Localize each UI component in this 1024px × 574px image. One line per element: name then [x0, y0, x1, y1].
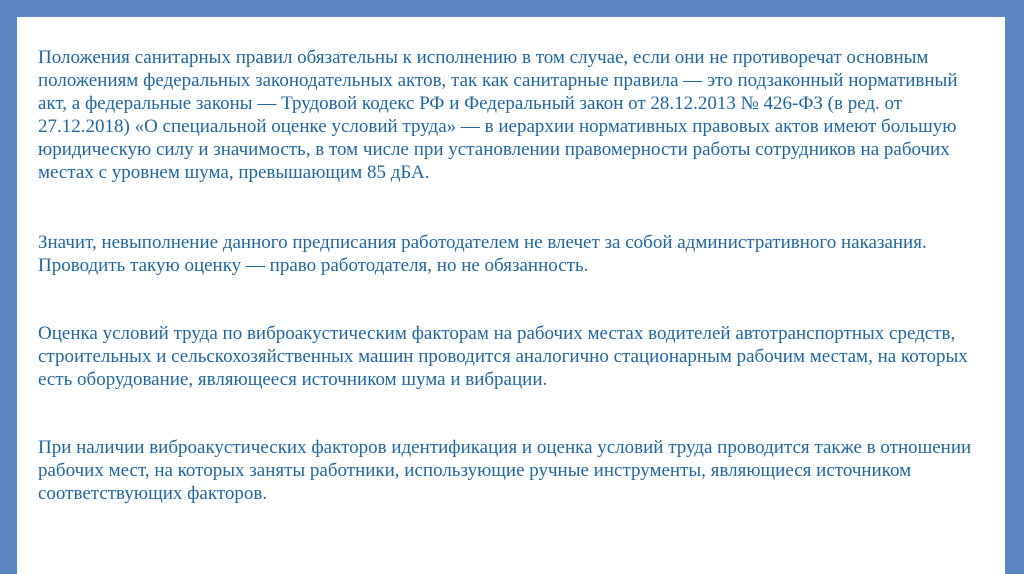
- paragraph-hand-tools: При наличии виброакустических факторов идентификация и оценка условий труда проводится также в отношении рабочих мест, на которых заняты работники, использующие ручные инструменты, являющиеся источником соответствующих факторов.: [38, 437, 972, 504]
- paragraph-sanitary-rules: Положения санитарных правил обязательны к исполнению в том случае, если они не противоречат основным положениям федеральных законодательных актов, так как санитарные правила — это подзаконный нормативный акт, а федеральные законы — Трудовой кодекс РФ и Федеральный закон от 28.12.2013 № 426-ФЗ (в ред. от 27.12.2018) «О специальной оценке условий труда» — в иерархии нормативных правовых актов имеют большую юридическую силу и значимость, в том числе при установлении правомерности работы сотрудников на рабочих местах с уровнем шума, превышающим 85 дБА.: [38, 47, 958, 183]
- paragraph-no-penalty: Значит, невыполнение данного предписания работодателем не влечет за собой административного наказания. Проводить такую оценку — право работодателя, но не обязанность.: [38, 232, 927, 276]
- slide-content: [38, 46, 978, 505]
- slide-panel: [17, 17, 1005, 574]
- paragraph-vibroacoustic-drivers: Оценка условий труда по виброакустическим факторам на рабочих местах водителей автотранспортных средств, строительных и сельскохозяйственных машин проводится аналогично стационарным рабочим местам, на которых есть оборудование, являющееся источником шума и вибрации.: [38, 323, 968, 390]
